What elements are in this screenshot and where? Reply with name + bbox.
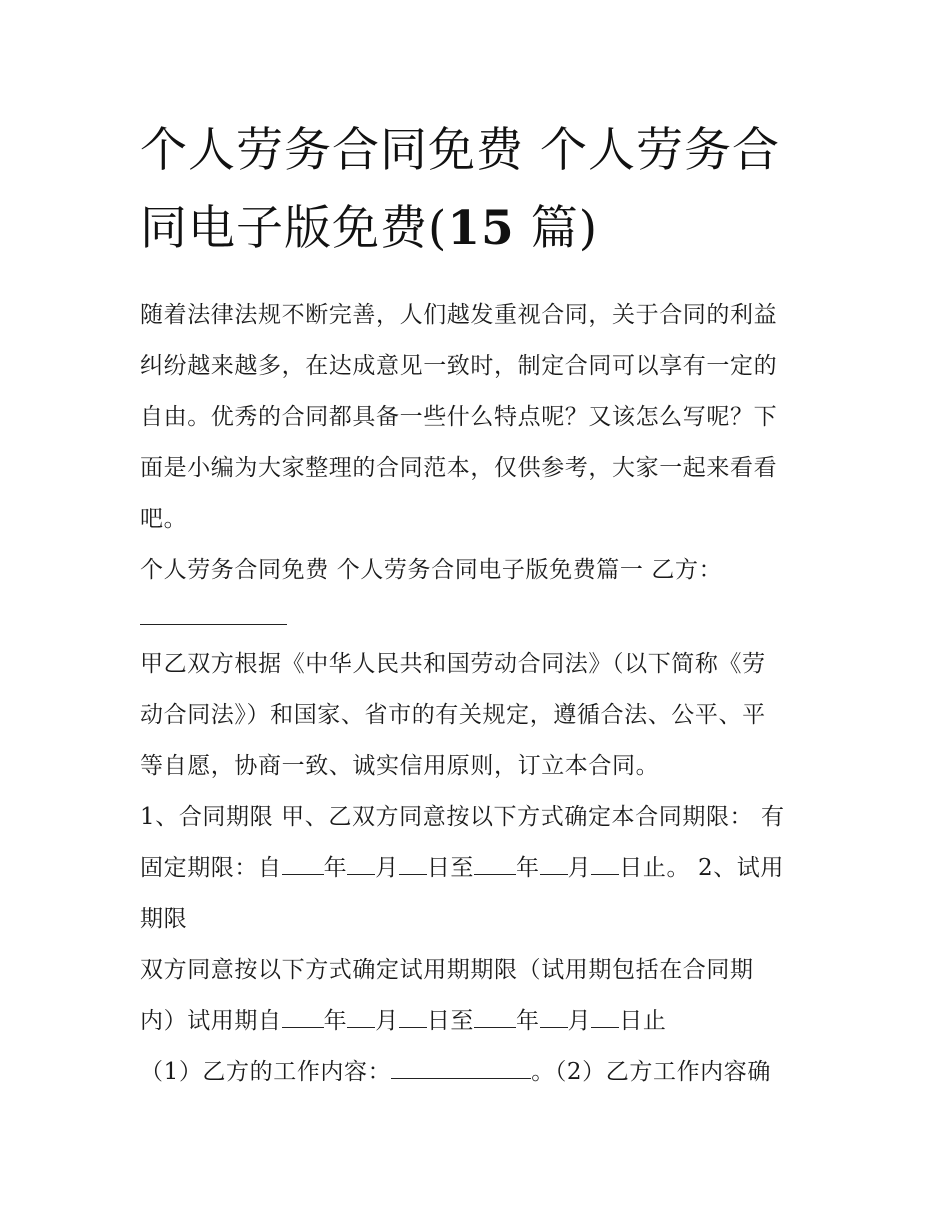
section-heading-text: 个人劳务合同免费 个人劳务合同电子版免费篇一 乙方： xyxy=(140,557,723,583)
probation-line: 双方同意按以下方式确定试用期期限（试用期包括在合同期 xyxy=(140,957,754,983)
title-line-2 xyxy=(140,190,820,268)
probation-text: 年 xyxy=(323,1008,348,1034)
probation-text: 月 xyxy=(567,1008,592,1034)
term-text: 年 xyxy=(323,855,348,881)
day-blank xyxy=(399,854,427,875)
term-dates-line xyxy=(140,843,820,894)
intro-line: 面是小编为大家整理的合同范本，仅供参考，大家一起来看看 xyxy=(140,455,778,481)
title-line-2-prefix: 同电子版免费( xyxy=(140,201,448,256)
term-text: 固定期限：自 xyxy=(140,855,282,881)
probation-text: 日至 xyxy=(426,1008,475,1034)
term-text: 月 xyxy=(567,855,592,881)
probation-text: 月 xyxy=(375,1008,399,1034)
intro-line: 自由。优秀的合同都具备一些什么特点呢？又该怎么写呢？下 xyxy=(140,404,778,430)
term-text: 月 xyxy=(375,855,399,881)
probation-text: 日止 xyxy=(619,1008,667,1034)
basis-line: 等自愿，协商一致、诚实信用原则，订立本合同。 xyxy=(140,753,660,779)
section-heading xyxy=(140,545,820,596)
basis-paragraph xyxy=(140,639,820,792)
probation-text: 年 xyxy=(516,1008,540,1034)
document-content xyxy=(140,112,820,1098)
work-content-blank xyxy=(391,1058,531,1079)
intro-line: 随着法律法规不断完善，人们越发重视合同，关于合同的利益 xyxy=(140,302,778,328)
probation-text: 内）试用期自 xyxy=(140,1008,282,1034)
year-blank xyxy=(282,1007,324,1028)
month-blank xyxy=(540,854,568,875)
basis-line: 动合同法》）和国家、省市的有关规定，遵循合法、公平、平 xyxy=(140,702,766,728)
day-blank xyxy=(399,1007,427,1028)
month-blank xyxy=(347,854,375,875)
day-blank xyxy=(591,1007,619,1028)
term-line: 期限 xyxy=(140,906,188,932)
work-text: 。（2）乙方工作内容确 xyxy=(531,1059,771,1085)
month-blank xyxy=(540,1007,568,1028)
intro-paragraph xyxy=(140,290,820,545)
title-line-1: 个人劳务合同免费 个人劳务合 xyxy=(140,123,780,178)
intro-line: 纠纷越来越多，在达成意见一致时，制定合同可以享有一定的 xyxy=(140,353,778,379)
term-text: 日至 xyxy=(426,855,475,881)
basis-line: 甲乙双方根据《中华人民共和国劳动合同法》（以下简称《劳 xyxy=(140,651,766,677)
term-text: 日止。 2、试用 xyxy=(619,855,784,881)
probation-paragraph xyxy=(140,945,820,1047)
document-title xyxy=(140,112,820,268)
work-paragraph xyxy=(140,1047,820,1098)
term-text: 年 xyxy=(516,855,540,881)
work-line xyxy=(140,1047,820,1098)
year-blank xyxy=(474,1007,516,1028)
year-blank xyxy=(282,854,324,875)
work-text: （1）乙方的工作内容： xyxy=(140,1059,392,1085)
intro-line: 吧。 xyxy=(140,506,188,532)
probation-dates-line xyxy=(140,996,820,1047)
term-line: 1、合同期限 甲、乙双方同意按以下方式确定本合同期限： 有 xyxy=(140,804,785,830)
term-paragraph xyxy=(140,792,820,945)
month-blank xyxy=(347,1007,375,1028)
party-b-blank xyxy=(140,596,287,625)
day-blank xyxy=(591,854,619,875)
title-count: 15 xyxy=(447,201,515,256)
title-line-2-suffix: 篇) xyxy=(514,201,599,256)
year-blank xyxy=(474,854,516,875)
